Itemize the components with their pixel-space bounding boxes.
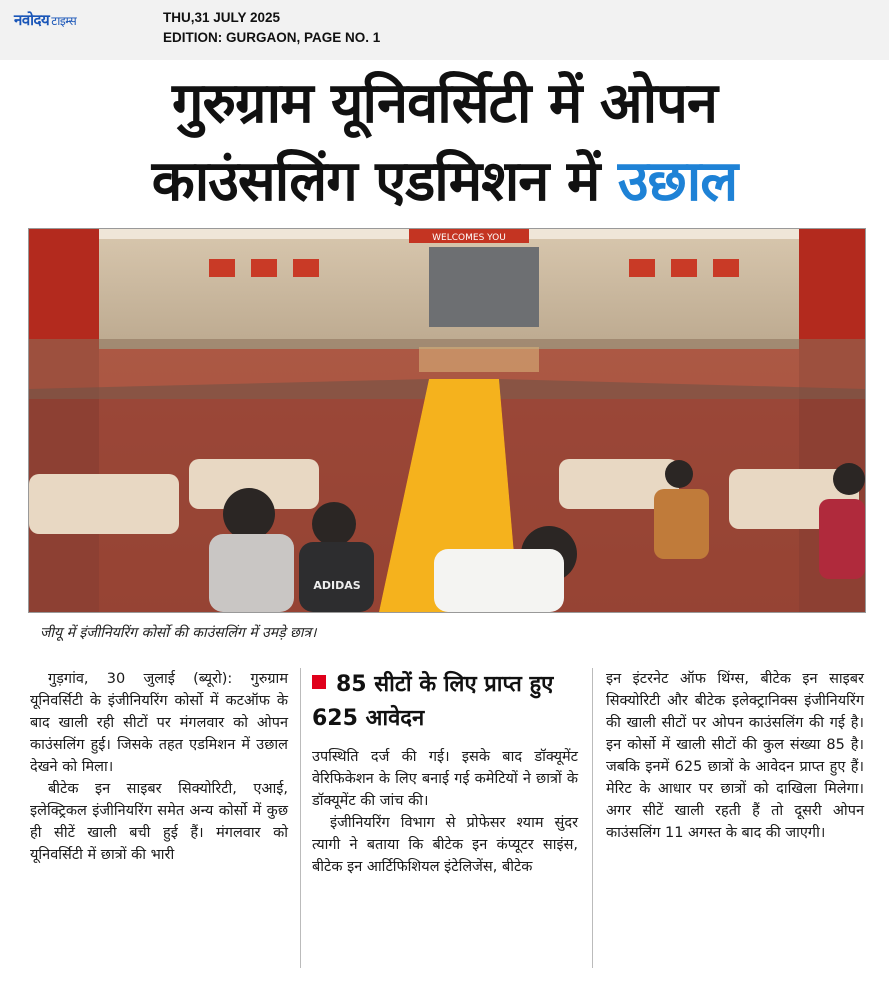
article-column-3 bbox=[606, 668, 864, 844]
stage-screen bbox=[429, 247, 539, 327]
photo-caption: जीयू में इंजीनियरिंग कोर्सो की काउंसलिंग में उमड़े छात्र। bbox=[40, 625, 317, 641]
article-column-2 bbox=[312, 668, 578, 878]
column-1-paragraph-1: गुड़गांव, 30 जुलाई (ब्यूरो): गुरुग्राम यूनिवर्सिटी के इंजीनियरिंग कोर्सो में कटऑफ के बाद खाली रही सीटों पर मंगलवार को ओपन काउंसलिंग हुई। जिसके तहत एडमिशन में उछाल देखने को मिला। bbox=[30, 671, 288, 775]
column-divider-1 bbox=[300, 668, 301, 968]
shirt-text: ADIDAS bbox=[313, 579, 361, 592]
logo-sub: टाइम्स bbox=[51, 14, 77, 28]
red-square-bullet-icon bbox=[312, 675, 326, 689]
headline-line-1: गुरुग्राम यूनिवर्सिटी में ओपन bbox=[171, 71, 718, 136]
column-2-paragraph-2: इंजीनियरिंग विभाग से प्रोफेसर श्याम सुंदर त्यागी ने बताया कि बीटेक इन कंप्यूटर साइंस, बीटेक इन आर्टिफिशियल इंटेलिजेंस, बीटेक bbox=[312, 815, 578, 875]
masthead-bar bbox=[0, 0, 889, 60]
headline-line-2-text: काउंसलिंग एडमिशन में bbox=[151, 149, 618, 214]
subheading-text: 85 सीटों के लिए प्राप्त हुए 625 आवेदन bbox=[312, 672, 554, 731]
column-2-paragraph-1: उपस्थिति दर्ज की गई। इसके बाद डॉक्यूमेंट वेरिफिकेशन के लिए बनाई गई कमेटियों ने छात्रों के डॉक्यूमेंट की जांच की। bbox=[312, 749, 578, 809]
column-divider-2 bbox=[592, 668, 593, 968]
news-photo bbox=[28, 228, 866, 613]
subheading bbox=[312, 668, 578, 736]
logo-main: नवोदय bbox=[14, 11, 50, 29]
headline-line-2 bbox=[0, 150, 889, 214]
edition-info: EDITION: GURGAON, PAGE NO. 1 bbox=[163, 30, 381, 45]
banner-text: WELCOMES YOU bbox=[432, 233, 506, 243]
issue-date: THU,31 JULY 2025 bbox=[163, 10, 281, 25]
dateline bbox=[163, 8, 380, 48]
article-column-1 bbox=[30, 668, 288, 866]
column-3-paragraph-1: इन इंटरनेट ऑफ थिंग्स, बीटेक इन साइबर सिक्योरिटी और बीटेक इलेक्ट्रानिक्स इंजीनियरिंग की खाली सीटों पर ओपन काउंसलिंग की गई है। इन कोर्सो में खाली सीटों की कुल संख्या 85 है। जबकि इनमें 625 छात्रों के आवेदन प्राप्त हुए हैं। मेरिट के आधार पर छात्रों को दाखिला मिलेगा। अगर सीटें खाली रहती हैं तो दूसरी ओपन काउंसलिंग 11 अगस्त के बाद की जाएगी। bbox=[606, 671, 864, 841]
newspaper-logo bbox=[14, 10, 76, 30]
column-1-paragraph-2: बीटेक इन साइबर सिक्योरिटी, एआई, इलेक्ट्रिकल इंजीनियरिंग समेत अन्य कोर्सो में कुछ ही सीटें खाली बची हुई हैं। मंगलवार को यूनिवर्सिटी में छात्रों की भारी bbox=[30, 781, 288, 863]
headline-highlight: उछाल bbox=[617, 149, 738, 214]
auditorium-photo bbox=[29, 229, 865, 612]
